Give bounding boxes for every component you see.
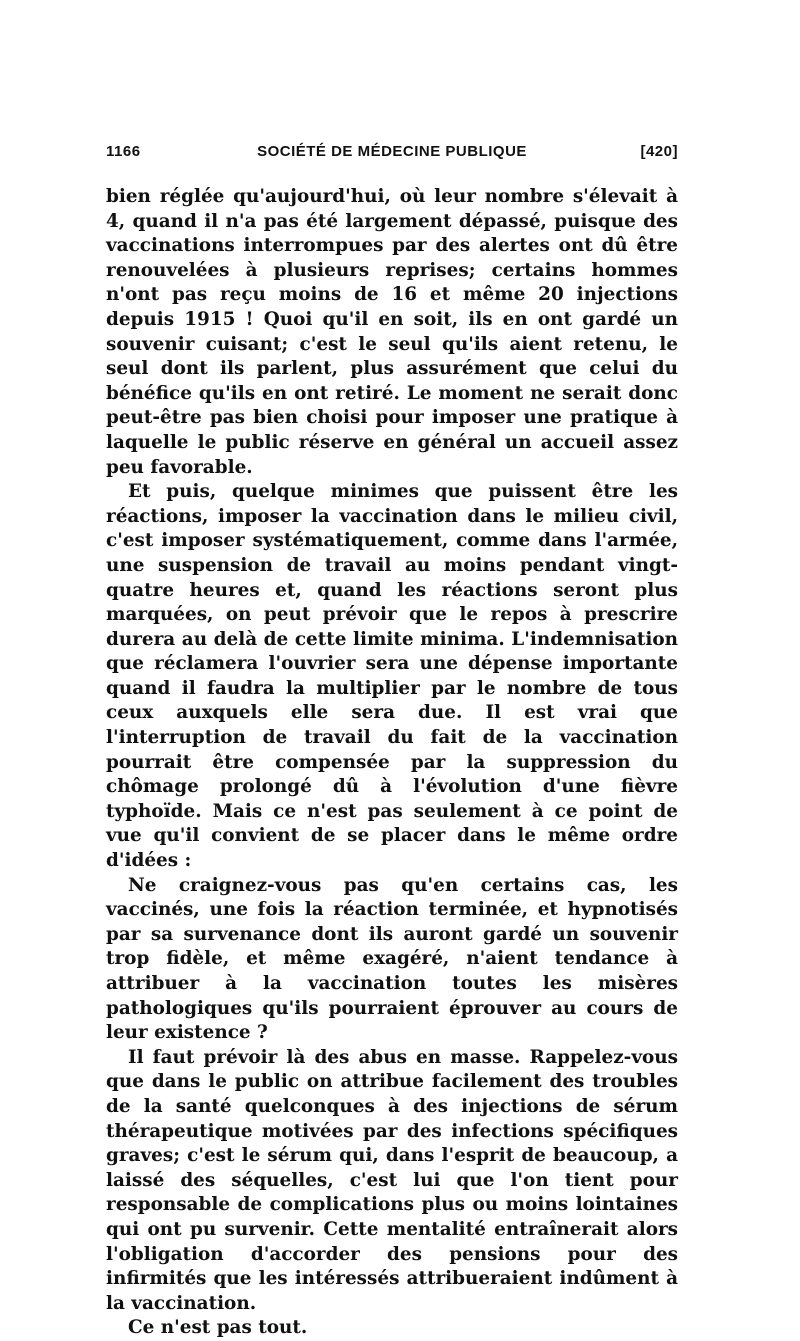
paragraph: Il faut prévoir là des abus en masse. Rappelez-vous que dans le public on attribue facilement des troubles de la santé quelconques à des injections de sérum thérapeutique motivées par des infections spécifiques graves; c'est le sérum qui, dans l'esprit de beaucoup, a laissé des séquelles, c'est lui que l'on tient pour responsable de complications plus ou moins lointaines qui ont pu survenir. Cette mentalité entraînerait alors l'obligation d'accorder des pensions pour des infirmités que les intéressés attribueraient indûment à la vaccination. (106, 1046, 678, 1314)
book-page (106, 143, 678, 1341)
body-text (106, 185, 678, 1341)
volume-reference: [420] (640, 143, 678, 160)
paragraph-closing: Ce n'est pas tout. (128, 1317, 308, 1339)
page-number: 1166 (106, 143, 141, 160)
paragraph-continuation: bien réglée qu'aujourd'hui, où leur nombre s'élevait à 4, quand il n'a pas été largement dépassé, puisque des vaccinations interrompues par des alertes ont dû être renouvelées à plusieurs reprises; certains hommes n'ont pas reçu moins de 16 et même 20 injections depuis 1915 ! Quoi qu'il en soit, ils en ont gardé un souvenir cuisant; c'est le seul qu'ils aient retenu, le seul dont ils parlent, plus assurément que celui du bénéfice qu'ils en ont retiré. Le moment ne serait donc peut-être pas bien choisi pour imposer une pratique à laquelle le public réserve en général un accueil assez peu favorable. (106, 186, 678, 478)
journal-title: SOCIÉTÉ DE MÉDECINE PUBLIQUE (257, 143, 527, 160)
paragraph: Et puis, quelque minimes que puissent être les réactions, imposer la vaccination dans le milieu civil, c'est imposer systématiquement, comme dans l'armée, une suspension de travail au moins pendant vingt-quatre heures et, quand les réactions seront plus marquées, on peut prévoir que le repos à prescrire durera au delà de cette limite minima. L'indemnisation que réclamera l'ouvrier sera une dépense importante quand il faudra la multiplier par le nombre de tous ceux auxquels elle sera due. Il est vrai que l'interruption de travail du fait de la vaccination pourrait être compensée par la suppression du chômage prolongé dû à l'évolution d'une fièvre typhoïde. Mais ce n'est pas seulement à ce point de vue qu'il convient de se placer dans le même ordre d'idées : (106, 481, 678, 872)
paragraph: Ne craignez-vous pas qu'en certains cas, les vaccinés, une fois la réaction terminée, et hypnotisés par sa survenance dont ils auront gardé un souvenir trop fidèle, et même exagéré, n'aient tendance à attribuer à la vaccination toutes les misères pathologiques qu'ils pourraient éprouver au cours de leur existence ? (106, 874, 678, 1044)
running-head (106, 143, 678, 167)
